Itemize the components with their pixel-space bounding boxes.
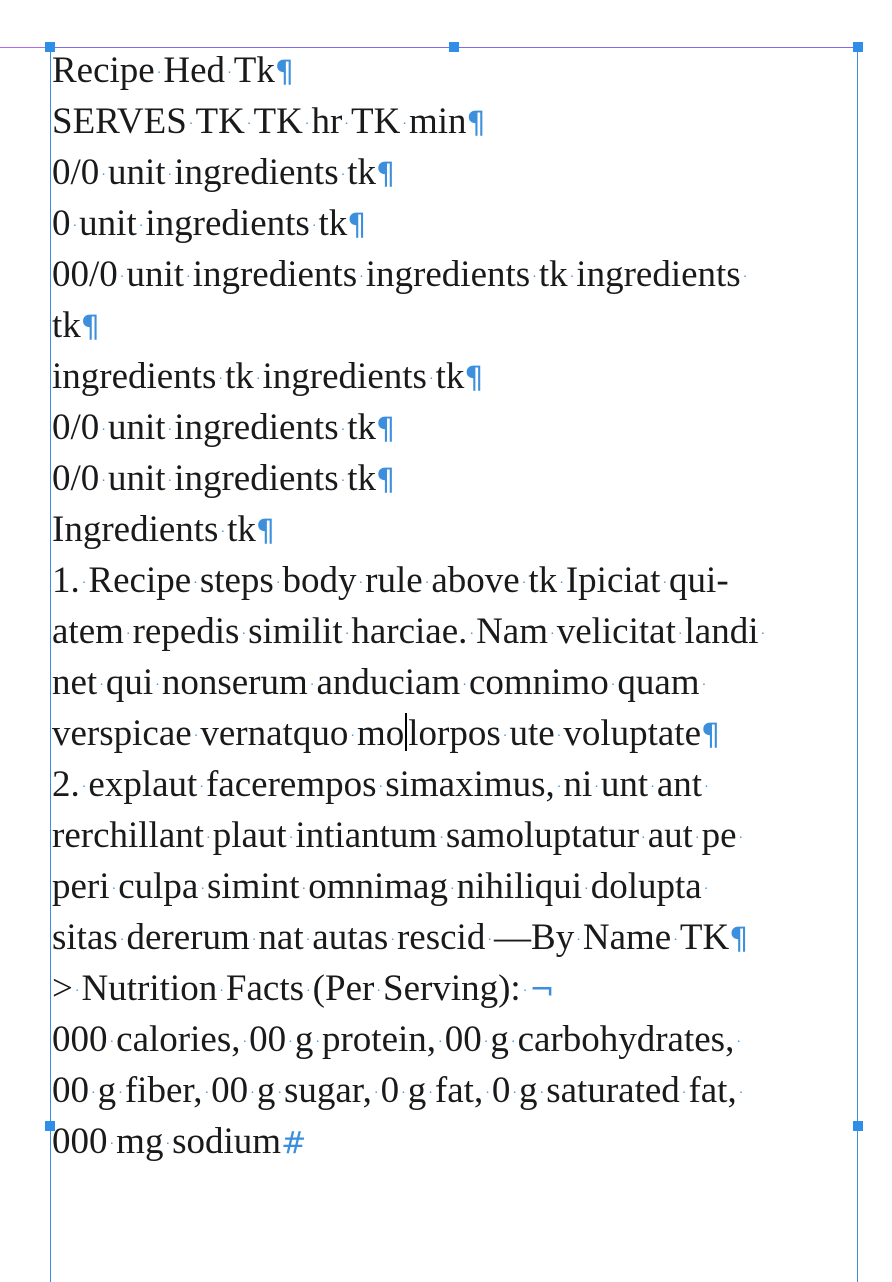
- end-of-story-icon: #: [281, 1126, 307, 1161]
- space-marker: ·: [462, 678, 467, 694]
- space-marker: ·: [584, 882, 589, 898]
- space-marker: ·: [344, 117, 349, 133]
- pilcrow-icon: ¶: [274, 55, 294, 90]
- text-line[interactable]: net ·qui ·nonserum ·anduciam ·comnimo ·quam ·: [52, 662, 707, 703]
- space-marker: ·: [704, 780, 709, 796]
- space-marker: ·: [559, 576, 564, 592]
- space-marker: ·: [315, 1035, 320, 1051]
- space-marker: ·: [694, 831, 700, 847]
- space-marker: ·: [485, 1086, 490, 1102]
- space-marker: ·: [119, 933, 125, 949]
- space-marker: ·: [311, 219, 317, 235]
- space-marker: ·: [662, 576, 668, 592]
- space-marker: ·: [301, 882, 307, 898]
- space-marker: ·: [424, 576, 430, 592]
- text-line[interactable]: tk¶: [52, 305, 100, 346]
- space-marker: ·: [288, 1035, 293, 1051]
- text-line[interactable]: rerchillant ·plaut ·intiantum ·samoluptatur ·aut ·pe ·: [52, 815, 744, 856]
- space-marker: ·: [81, 780, 87, 796]
- space-marker: ·: [306, 984, 311, 1000]
- space-marker: ·: [428, 372, 434, 388]
- space-marker: ·: [167, 474, 173, 490]
- text-cursor: [405, 713, 407, 751]
- space-marker: ·: [199, 780, 204, 796]
- space-marker: ·: [206, 831, 211, 847]
- space-marker: ·: [138, 219, 144, 235]
- space-marker: ·: [99, 678, 104, 694]
- space-marker: ·: [200, 882, 205, 898]
- text-line[interactable]: Ingredients ·tk¶: [52, 509, 275, 550]
- space-marker: ·: [74, 984, 80, 1000]
- space-marker: ·: [227, 66, 232, 82]
- space-marker: ·: [101, 168, 106, 184]
- space-marker: ·: [250, 1086, 255, 1102]
- space-marker: ·: [340, 423, 346, 439]
- space-marker: ·: [246, 117, 252, 133]
- space-marker: ·: [358, 576, 364, 592]
- text-line[interactable]: peri ·culpa ·simint ·omnimag ·nihiliqui ·dolupta ·: [52, 866, 709, 907]
- space-marker: ·: [119, 270, 125, 286]
- text-line[interactable]: 1. ·Recipe ·steps ·body ·rule ·above ·tk ·Ipiciat ·qui-: [52, 560, 729, 601]
- space-marker: ·: [378, 780, 384, 796]
- space-marker: ·: [703, 882, 709, 898]
- space-marker: ·: [242, 1035, 248, 1051]
- text-line[interactable]: 2. ·explaut ·facerempos ·simaximus, ·ni ·unt ·ant ·: [52, 764, 709, 805]
- text-line[interactable]: 0/0 ·unit ·ingredients ·tk¶: [52, 152, 396, 193]
- text-line[interactable]: verspicae ·vernatquo ·mo lorpos ·ute ·voluptate¶: [52, 713, 721, 754]
- text-line[interactable]: 00 ·g ·fiber, ·00 ·g ·sugar, ·0 ·g ·fat, ·0 ·g ·saturated ·fat, ·: [52, 1070, 744, 1111]
- space-marker: ·: [483, 1035, 489, 1051]
- text-line[interactable]: 0/0 ·unit ·ingredients ·tk¶: [52, 458, 396, 499]
- space-marker: ·: [167, 168, 173, 184]
- space-marker: ·: [101, 423, 106, 439]
- space-marker: ·: [376, 984, 381, 1000]
- space-marker: ·: [350, 729, 355, 745]
- space-marker: ·: [428, 1086, 433, 1102]
- space-marker: ·: [390, 933, 395, 949]
- space-marker: ·: [186, 270, 191, 286]
- space-marker: ·: [359, 270, 364, 286]
- space-marker: ·: [277, 1086, 282, 1102]
- space-marker: ·: [72, 219, 78, 235]
- pilcrow-icon: ¶: [376, 463, 396, 498]
- space-marker: ·: [594, 780, 599, 796]
- space-marker: ·: [673, 933, 678, 949]
- space-marker: ·: [167, 423, 173, 439]
- text-line[interactable]: SERVES ·TK ·TK ·hr ·TK ·min¶: [52, 101, 486, 142]
- space-marker: ·: [532, 270, 537, 286]
- space-marker: ·: [512, 1086, 518, 1102]
- pilcrow-icon: ¶: [701, 718, 721, 753]
- pilcrow-icon: ¶: [376, 412, 396, 447]
- space-marker: ·: [220, 525, 226, 541]
- space-marker: ·: [610, 678, 616, 694]
- space-marker: ·: [188, 117, 194, 133]
- space-marker: ·: [522, 984, 528, 1000]
- space-marker: ·: [449, 882, 455, 898]
- space-marker: ·: [165, 1137, 171, 1153]
- text-line[interactable]: atem ·repedis ·similit ·harciae. ·Nam ·velicitat ·landi ·: [52, 611, 766, 652]
- space-marker: ·: [91, 1086, 96, 1102]
- pilcrow-icon: ¶: [464, 361, 484, 396]
- space-marker: ·: [255, 372, 261, 388]
- space-marker: ·: [569, 270, 575, 286]
- text-line[interactable]: Recipe ·Hed ·Tk¶: [52, 50, 294, 91]
- pilcrow-icon: ¶: [80, 310, 100, 345]
- space-marker: ·: [288, 831, 294, 847]
- space-marker: ·: [738, 831, 744, 847]
- space-marker: ·: [760, 627, 766, 643]
- text-line[interactable]: sitas ·dererum ·nat ·autas ·rescid ·—By ·Name ·TK¶: [52, 917, 749, 958]
- pilcrow-icon: ¶: [729, 922, 749, 957]
- space-marker: ·: [438, 1035, 443, 1051]
- space-marker: ·: [304, 117, 310, 133]
- space-marker: ·: [344, 627, 350, 643]
- space-marker: ·: [125, 627, 131, 643]
- space-marker: ·: [742, 270, 748, 286]
- space-marker: ·: [309, 678, 315, 694]
- text-line[interactable]: ingredients ·tk ·ingredients ·tk¶: [52, 356, 484, 397]
- space-marker: ·: [111, 882, 117, 898]
- space-marker: ·: [305, 933, 311, 949]
- pilcrow-icon: ¶: [347, 208, 367, 243]
- space-marker: ·: [439, 831, 444, 847]
- space-marker: ·: [193, 729, 199, 745]
- space-marker: ·: [556, 729, 562, 745]
- space-marker: ·: [650, 780, 655, 796]
- space-marker: ·: [118, 1086, 123, 1102]
- space-marker: ·: [681, 1086, 687, 1102]
- space-marker: ·: [340, 474, 346, 490]
- space-marker: ·: [204, 1086, 210, 1102]
- space-marker: ·: [521, 576, 527, 592]
- text-line[interactable]: 000 ·mg ·sodium#: [52, 1121, 307, 1162]
- space-marker: ·: [738, 1086, 744, 1102]
- space-marker: ·: [81, 576, 87, 592]
- space-marker: ·: [101, 474, 106, 490]
- story-text[interactable]: [52, 45, 864, 1167]
- pilcrow-icon: ¶: [255, 514, 275, 549]
- space-marker: ·: [487, 933, 493, 949]
- space-marker: ·: [155, 678, 160, 694]
- space-marker: ·: [736, 1035, 741, 1051]
- space-marker: ·: [275, 576, 281, 592]
- space-marker: ·: [251, 933, 257, 949]
- space-marker: ·: [576, 933, 581, 949]
- pilcrow-icon: ¶: [466, 106, 486, 141]
- space-marker: ·: [219, 984, 224, 1000]
- space-marker: ·: [109, 1035, 115, 1051]
- forced-line-break-icon: ¬: [529, 973, 555, 1008]
- space-marker: ·: [241, 627, 247, 643]
- space-marker: ·: [641, 831, 646, 847]
- space-marker: ·: [701, 678, 707, 694]
- space-marker: ·: [156, 66, 162, 82]
- text-line[interactable]: 0/0 ·unit ·ingredients ·tk¶: [52, 407, 396, 448]
- text-line[interactable]: 0 ·unit ·ingredients ·tk¶: [52, 203, 367, 244]
- text-line[interactable]: 00/0 ·unit ·ingredients ·ingredients ·tk ·ingredients ·: [52, 254, 748, 295]
- space-marker: ·: [402, 117, 407, 133]
- space-marker: ·: [556, 780, 562, 796]
- text-line[interactable]: > ·Nutrition ·Facts ·(Per ·Serving): ·¬: [52, 968, 555, 1009]
- space-marker: ·: [218, 372, 224, 388]
- space-marker: ·: [510, 1035, 516, 1051]
- space-marker: ·: [539, 1086, 545, 1102]
- space-marker: ·: [109, 1137, 115, 1153]
- space-marker: ·: [677, 627, 683, 643]
- pilcrow-icon: ¶: [376, 157, 396, 192]
- text-line[interactable]: 000 ·calories, ·00 ·g ·protein, ·00 ·g ·carbohydrates, ·: [52, 1019, 741, 1060]
- space-marker: ·: [340, 168, 346, 184]
- space-marker: ·: [469, 627, 475, 643]
- space-marker: ·: [550, 627, 555, 643]
- space-marker: ·: [502, 729, 508, 745]
- space-marker: ·: [193, 576, 198, 592]
- space-marker: ·: [373, 1086, 379, 1102]
- space-marker: ·: [401, 1086, 406, 1102]
